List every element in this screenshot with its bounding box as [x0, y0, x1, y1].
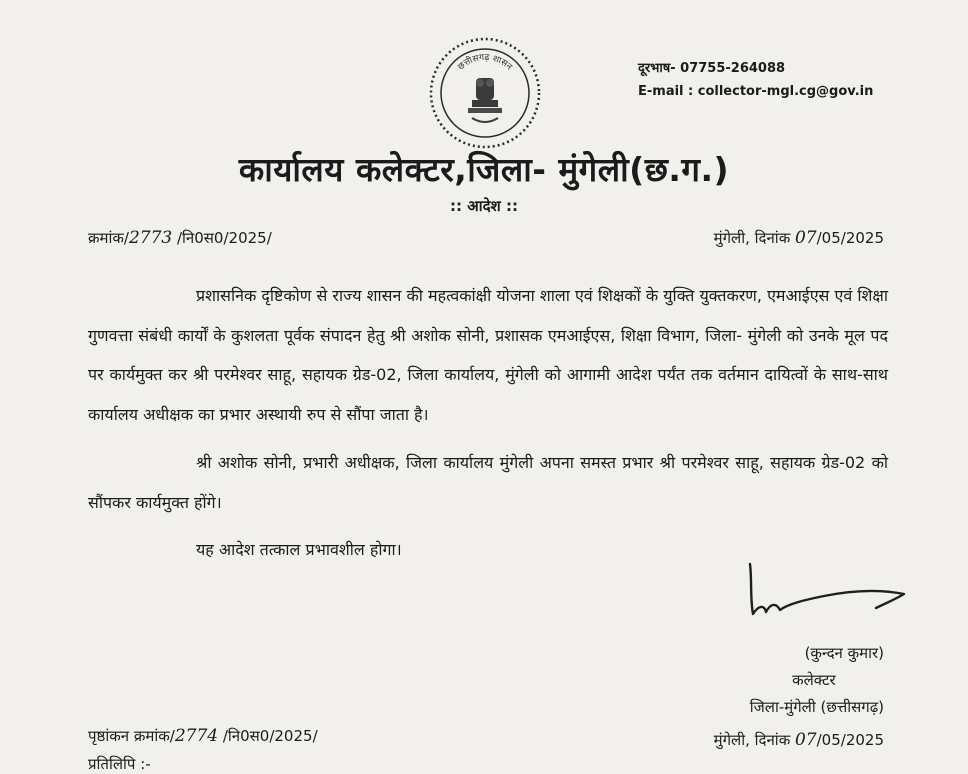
reference-number [88, 228, 272, 248]
endorsement-date-suffix: /05/2025 [816, 731, 884, 749]
government-seal-icon [428, 36, 542, 150]
signatory-district: जिला-मुंगेली (छत्तीसगढ़) [749, 698, 884, 716]
order-date [714, 228, 884, 248]
reference-suffix: /नि0स0/2025/ [172, 229, 272, 247]
paragraph-2: श्री अशोक सोनी, प्रभारी अधीक्षक, जिला कार्यालय मुंगेली अपना समस्त प्रभार श्री परमेश्वर साहू, सहायक ग्रेड-02 को सौंपकर कार्यमुक्त होंगे। [88, 453, 888, 512]
endorsement-number [88, 726, 318, 746]
endorsement-date [714, 730, 884, 750]
date-suffix: /05/2025 [816, 229, 884, 247]
paragraph-3: यह आदेश तत्काल प्रभावशील होगा। [196, 540, 402, 559]
endorsement-date-handwritten-day: 07 [794, 730, 817, 750]
contact-info [638, 57, 873, 103]
email-address: E-mail : collector-mgl.cg@gov.in [638, 84, 874, 99]
copy-to-label: प्रतिलिपि :- [88, 755, 151, 773]
endorsement-prefix: पृष्ठांकन क्रमांक/ [88, 727, 175, 745]
phone-number: दूरभाष- 07755-264088 [638, 61, 786, 76]
reference-handwritten-number: 2773 [128, 228, 173, 248]
order-body [88, 276, 888, 570]
order-label: :: आदेश :: [450, 197, 518, 215]
office-heading: कार्यालय कलेक्टर,जिला- मुंगेली(छ.ग.) [238, 150, 730, 189]
signatory-block [750, 640, 884, 721]
seal-text: छत्तीसगढ़ शासन [456, 52, 514, 73]
signature-icon [744, 560, 914, 630]
endorsement-suffix: /नि0स0/2025/ [218, 727, 318, 745]
endorsement-handwritten-number: 2774 [174, 726, 219, 746]
endorsement-date-prefix: मुंगेली, दिनांक [713, 731, 795, 749]
signatory-designation: कलेक्टर [792, 671, 836, 689]
date-prefix: मुंगेली, दिनांक [713, 229, 795, 247]
reference-prefix: क्रमांक/ [88, 229, 129, 247]
svg-text:छत्तीसगढ़ शासन [456, 53, 514, 73]
date-handwritten-day: 07 [794, 228, 817, 248]
paragraph-1: प्रशासनिक दृष्टिकोण से राज्य शासन की महत्वकांक्षी योजना शाला एवं शिक्षकों के युक्ति युक्तकरण, एमआईएस एवं शिक्षा गुणवत्ता संबंधी कार्यों के कुशलता पूर्वक संपादन हेतु श्री अशोक सोनी, प्रशासक एमआईएस, शिक्षा विभाग, जिला- मुंगेली को उनके मूल पद पर कार्यमुक्त कर श्री परमेश्वर साहू, सहायक ग्रेड-02, जिला कार्यालय, मुंगेली को आगामी आदेश पर्यंत तक वर्तमान दायित्वों के साथ-साथ कार्यालय अधीक्षक का प्रभार अस्थायी रुप से सौंपा जाता है। [88, 286, 888, 424]
signatory-name: (कुन्दन कुमार) [804, 644, 884, 662]
